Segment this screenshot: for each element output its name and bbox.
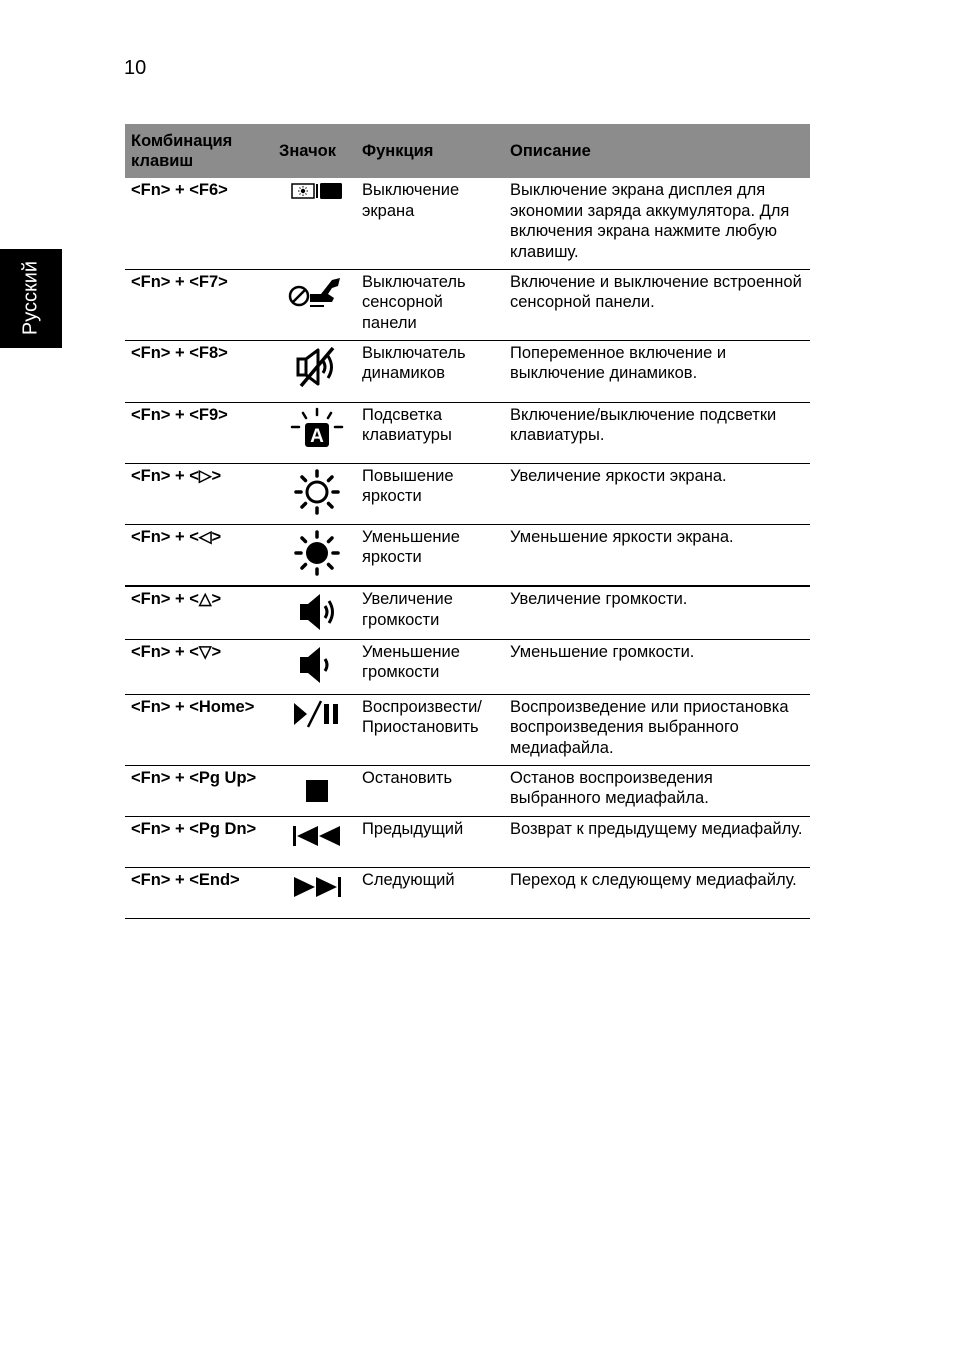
table-row (125, 402, 810, 463)
function-name: Следующий (356, 867, 504, 918)
volume-down-icon (296, 644, 338, 686)
function-name: Воспроизвести/ Приостановить (356, 694, 504, 765)
function-name: Выключатель динамиков (356, 340, 504, 402)
function-name: Предыдущий (356, 816, 504, 867)
function-name: Остановить (356, 765, 504, 816)
key-combination: <Fn> + <▷> (125, 463, 277, 524)
key-combination: <Fn> + <Pg Dn> (125, 816, 277, 867)
function-name: Увеличение громкости (356, 586, 504, 639)
function-name: Подсветка клавиатуры (356, 402, 504, 463)
function-name: Уменьшение яркости (356, 524, 504, 586)
display-off-icon (291, 182, 343, 200)
table-row (125, 765, 810, 816)
brightness-down-icon (293, 529, 341, 577)
function-description: Уменьшение громкости. (504, 639, 810, 694)
key-combination: <Fn> + <F9> (125, 402, 277, 463)
function-description: Возврат к предыдущему медиафайлу. (504, 816, 810, 867)
key-combination: <Fn> + <Home> (125, 694, 277, 765)
key-combination: <Fn> + <Pg Up> (125, 765, 277, 816)
header-key-combination: Комбинация клавиш (125, 124, 277, 178)
brightness-up-icon (293, 468, 341, 516)
table-row (125, 463, 810, 524)
function-description: Увеличение яркости экрана. (504, 463, 810, 524)
header-description: Описание (504, 124, 810, 178)
next-track-icon (291, 872, 343, 902)
header-function: Функция (356, 124, 504, 178)
play-pause-icon (291, 699, 343, 729)
function-name: Выключение экрана (356, 178, 504, 269)
function-description: Включение/выключение подсветки клавиатуры. (504, 402, 810, 463)
function-description: Останов воспроизведения выбранного медиафайла. (504, 765, 810, 816)
language-tab (0, 249, 62, 348)
table-row (125, 867, 810, 918)
page-number: 10 (124, 57, 147, 79)
function-name: Повышение яркости (356, 463, 504, 524)
function-description: Переход к следующему медиафайлу. (504, 867, 810, 918)
function-name: Выключатель сенсорной панели (356, 269, 504, 340)
table-row (125, 639, 810, 694)
language-tab-label: Русский (19, 260, 42, 336)
key-combination: <Fn> + <F7> (125, 269, 277, 340)
function-description: Попеременное включение и выключение динамиков. (504, 340, 810, 402)
stop-icon (302, 770, 332, 804)
key-combination: <Fn> + <▽> (125, 639, 277, 694)
table-header-row (125, 124, 810, 178)
key-combination: <Fn> + <End> (125, 867, 277, 918)
previous-track-icon (291, 821, 343, 851)
table-row (125, 816, 810, 867)
function-description: Увеличение громкости. (504, 586, 810, 639)
touchpad-toggle-icon (288, 274, 346, 310)
keyboard-backlight-icon (288, 407, 346, 451)
hotkey-table (125, 124, 810, 919)
table-row (125, 269, 810, 340)
table-row (125, 178, 810, 269)
key-combination: <Fn> + <F8> (125, 340, 277, 402)
function-description: Воспроизведение или приостановка воспроизведения выбранного медиафайла. (504, 694, 810, 765)
table-row (125, 524, 810, 586)
header-icon: Значок (277, 124, 356, 178)
key-combination: <Fn> + <◁> (125, 524, 277, 586)
function-name: Уменьшение громкости (356, 639, 504, 694)
speaker-mute-icon (293, 345, 341, 389)
volume-up-icon (296, 591, 338, 633)
function-description: Включение и выключение встроенной сенсорной панели. (504, 269, 810, 340)
table-row (125, 340, 810, 402)
function-description: Уменьшение яркости экрана. (504, 524, 810, 586)
function-description: Выключение экрана дисплея для экономии заряда аккумулятора. Для включения экрана нажмите любую клавишу. (504, 178, 810, 269)
table-row (125, 694, 810, 765)
svg-text:A: A (309, 425, 324, 447)
table-row (125, 586, 810, 639)
key-combination: <Fn> + <△> (125, 586, 277, 639)
key-combination: <Fn> + <F6> (125, 178, 277, 269)
